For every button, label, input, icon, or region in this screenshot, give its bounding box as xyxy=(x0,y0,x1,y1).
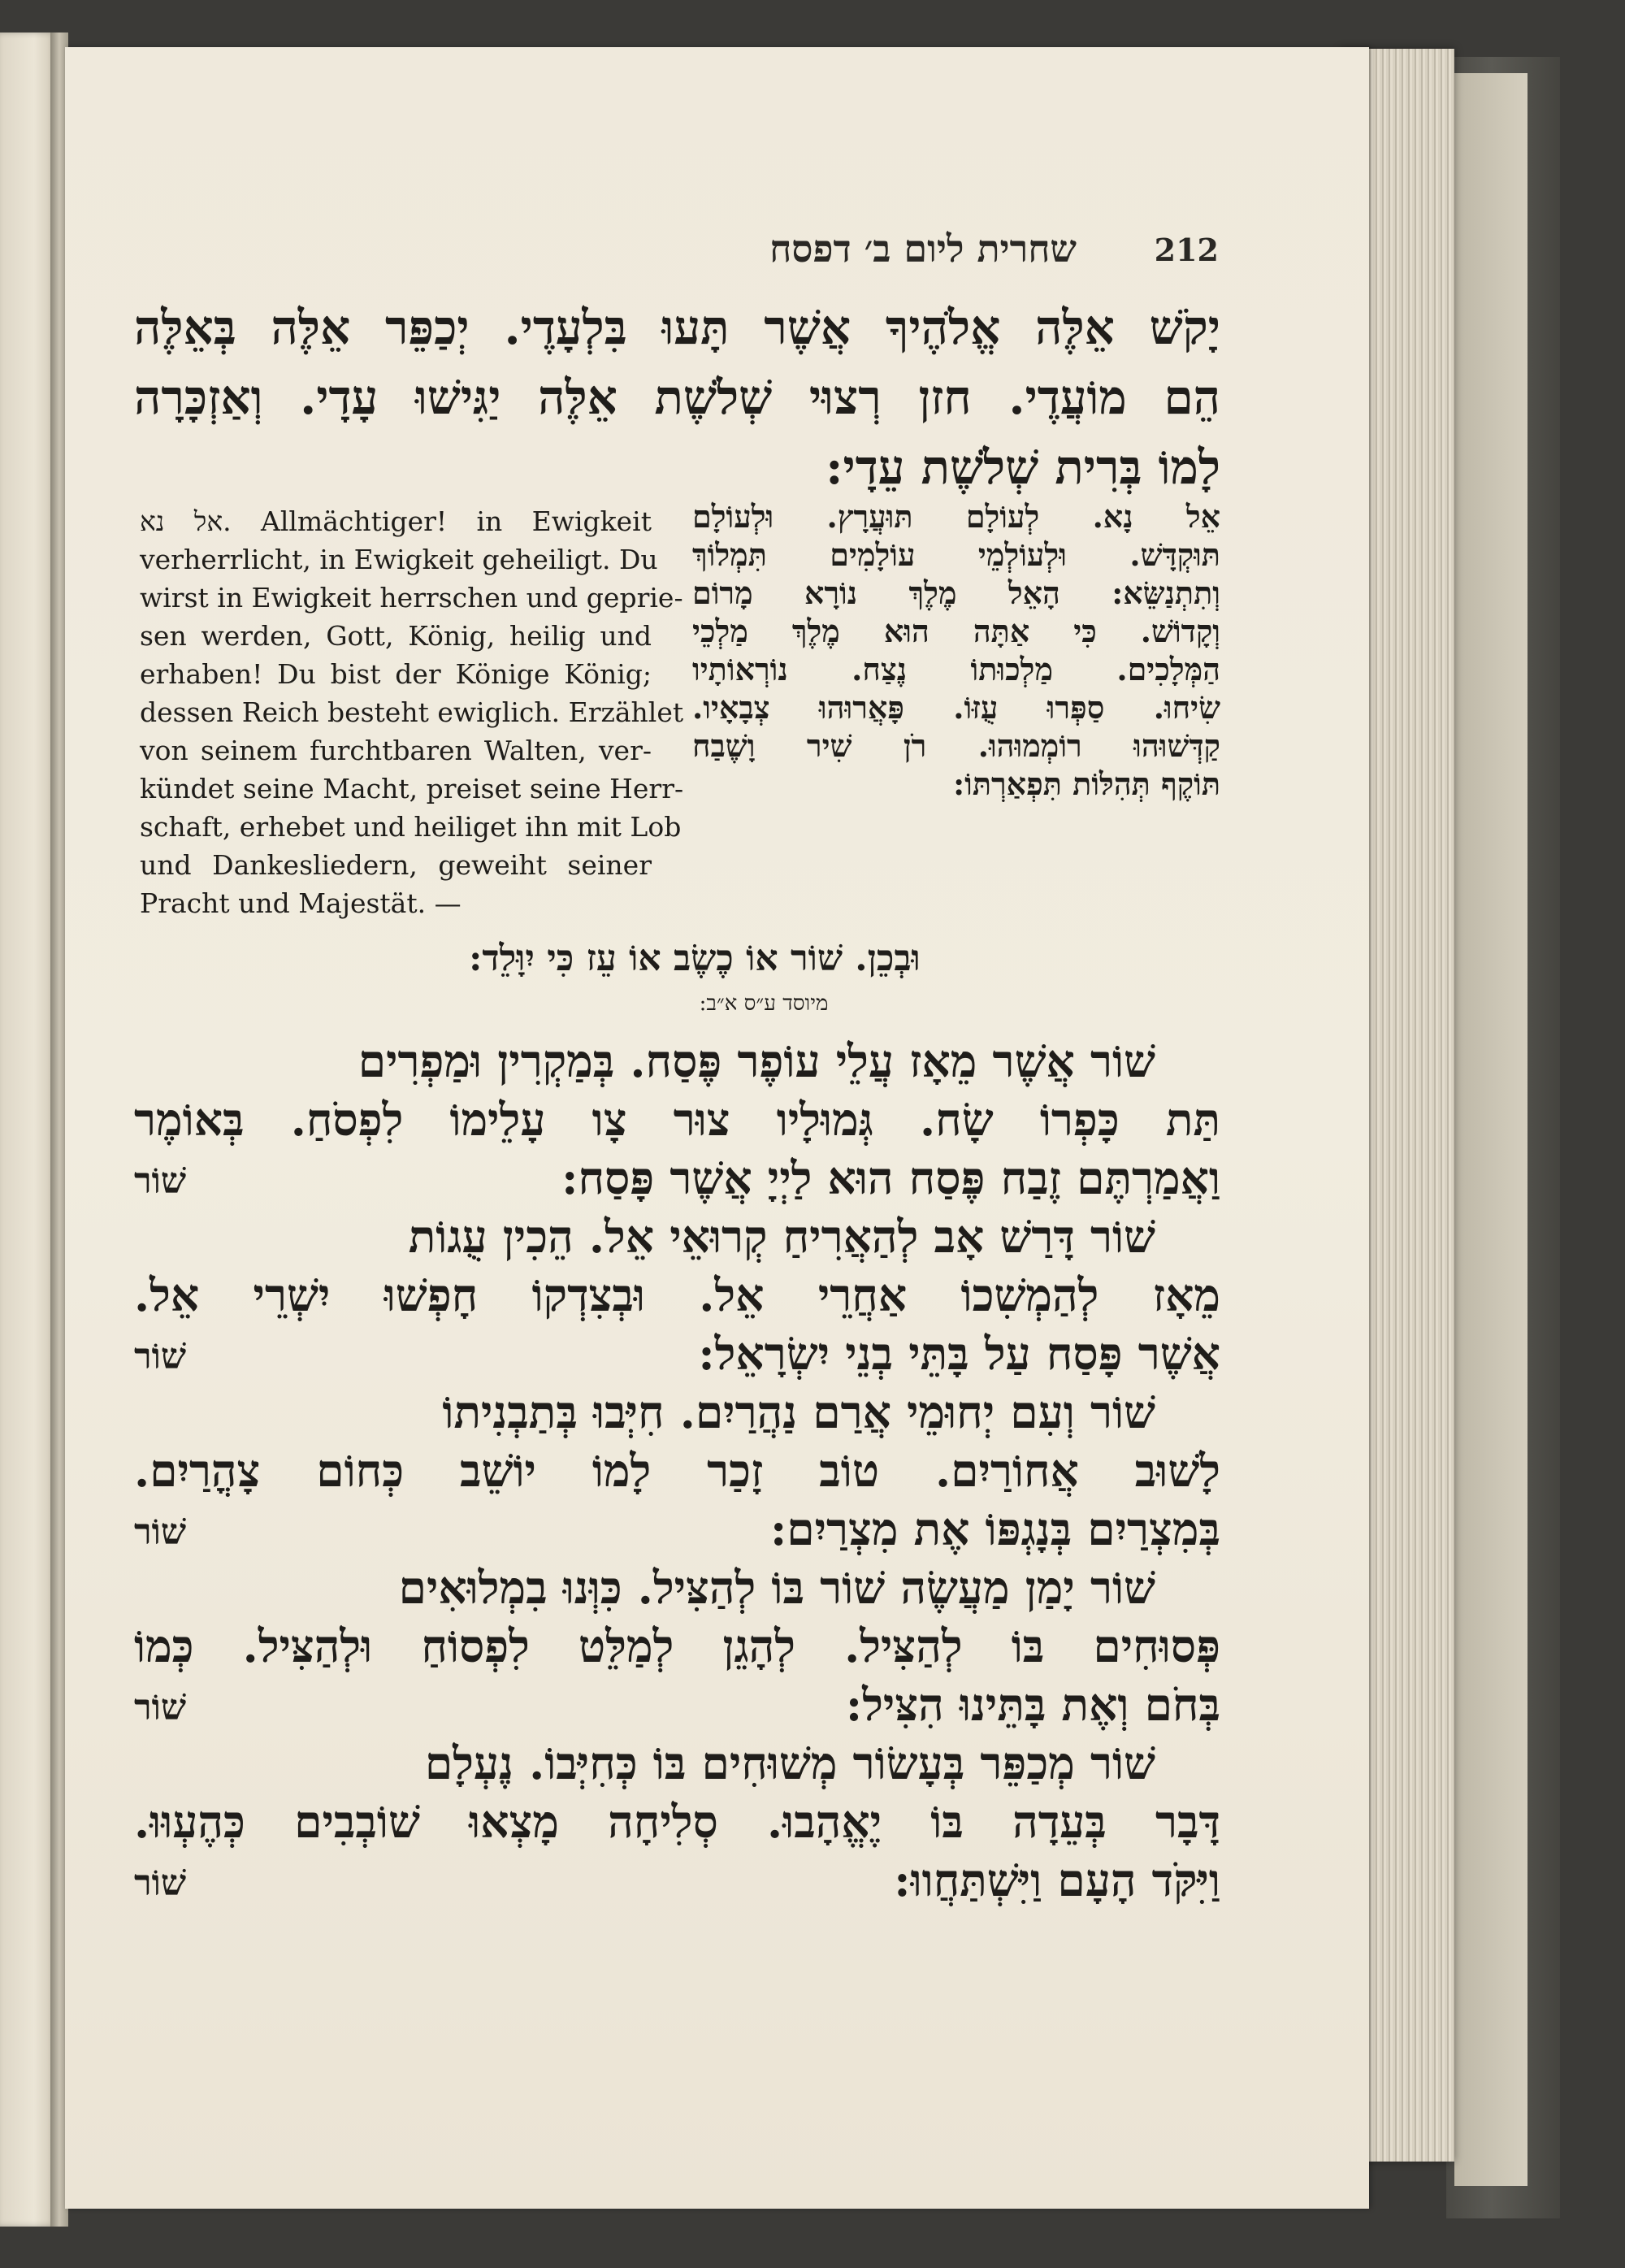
cover-edge xyxy=(1454,73,1528,2186)
facing-page-edge xyxy=(0,33,57,2227)
hebrew-column xyxy=(692,497,1220,803)
hebrew-line: וְתִתְנַשֵּׂא: הָאֵל מֶלֶךְ נוֹרָא מָרוֹם xyxy=(692,575,1220,611)
stanza-line xyxy=(134,1676,1220,1734)
stanza-line xyxy=(134,1266,1220,1325)
hebrew-line: שִׂיחוּ. סַפְּרוּ עֻזּוֹ. פָּאֲרוּהוּ צְבָאָיו. xyxy=(692,689,1220,726)
stanza-line xyxy=(134,1442,1220,1500)
stanza-line xyxy=(134,1793,1220,1851)
hebrew-line: קַדְּשׁוּהוּ רוֹמְמוּהוּ. רֹן שִׁיר וָשֶׁבַח xyxy=(692,727,1220,764)
stanza-text: אֲשֶׁר פָּסַח עַל בָּתֵּי בְנֵי יִשְׂרָאֵל: xyxy=(698,1327,1220,1380)
hebrew-line: אֵל נָא. לְעוֹלָם תּוּעֲרָץ. וּלְעוֹלָם xyxy=(692,498,1220,535)
stanza-text: שׁוֹר דָּרַשׁ אָב לְהַאֲרִיחַ קְרוּאֵי אֵל. הֵכִין עֻגוֹת xyxy=(408,1210,1155,1263)
refrain-word: שׁוֹר xyxy=(134,1336,187,1377)
refrain-word: שׁוֹר xyxy=(134,1160,187,1202)
stanza-text: בְּמִצְרַיִם בְּנָגְפּוֹ אֶת מִצְרַיִם: xyxy=(769,1503,1220,1555)
german-translation xyxy=(140,502,684,922)
translation-line: schaft, erhebet und heiliget ihn mit Lob xyxy=(140,811,682,843)
stanza-text: לָשׁוּב אֲחוֹרַיִם. טוֹב זָכַר לָמוֹ יוֹשֵׁב כְּחוֹם צָהֳרַיִם. xyxy=(134,1444,1220,1497)
stanza-text: שׁוֹר אֲשֶׁר מֵאָז עֲלֵי עוֹפֶר פֶּסַח. בְּמַקְרִין וּמַפְרִים xyxy=(358,1034,1155,1087)
translation-line: kündet seine Macht, preiset seine Herr- xyxy=(140,773,684,804)
refrain-word: שׁוֹר xyxy=(134,1511,187,1553)
translation-line: verherrlicht, in Ewigkeit geheiligt. Du xyxy=(140,544,658,575)
stanza-line xyxy=(134,1559,1220,1617)
stanza-text: דָּבָר בְּעֵדָה בּוֹ יֶאֱהָבוּ. סְלִיחָה מָצְאוּ שׁוֹבְבִים כְּהֶעְוּוּ. xyxy=(134,1795,1220,1848)
running-head: שחרית ליום ב׳ דפסח xyxy=(769,227,1077,271)
stanza-text: וַיִּקֹּד הָעָם וַיִּשְׁתַּחֲווּ: xyxy=(894,1854,1220,1906)
translation-line: אל נא. Allmächtiger! in Ewigkeit xyxy=(140,505,652,537)
stanza-line xyxy=(134,1325,1220,1383)
verse-line: יָקֹשׁ אֵלֶּה אֱלֹהֶיךָ אֲשֶׁר תָּעוּ בִּלְעָדֶי. יְכַפֵּר אֵלֶּה בְּאֵלֶּה xyxy=(134,300,1220,355)
stanza-line xyxy=(134,1091,1220,1149)
translation-line: und Dankesliedern, geweiht seiner xyxy=(140,849,652,881)
stanza-line xyxy=(134,1851,1220,1910)
stanza-text: פְּסוּחִים בּוֹ לְהַצִּיל. לְהָגֵן לְמַלֵּט לִפְסוֹחַ וּלְהַצִּיל. כְּמוֹ xyxy=(134,1620,1220,1672)
stanza-line xyxy=(134,1149,1220,1208)
hebrew-line: תּוֹקֶף תְּהִלּוֹת תִּפְאַרְתּוֹ: xyxy=(953,765,1220,802)
stanza-text: בְּחֹם וְאֶת בָּתֵּינוּ הִצִּיל: xyxy=(845,1678,1220,1731)
translation-line: von seinem furchtbaren Walten, ver- xyxy=(140,735,652,766)
uvchen-line: וּבְכֵן. שׁוֹר אוֹ כֶשֶׂב אוֹ עֵז כִּי יִוָּלֵד: xyxy=(469,938,921,979)
stanza-line xyxy=(134,1208,1220,1266)
stanza-text: שׁוֹר יָמַן מַעֲשֶׂה שׁוֹר בּוֹ לְהַצִּיל. כִּוְּנוּ בִמְלוּאִים xyxy=(398,1561,1155,1614)
hebrew-line: תּוּקְדָּשׁ. וּלְעוֹלְמֵי עוֹלָמִים תִּמְלוֹךְ xyxy=(692,536,1220,573)
translation-line: Pracht und Majestät. — xyxy=(140,887,462,919)
acrostic-note: מיוסד ע״ס א״ב: xyxy=(699,991,829,1016)
stanza-line xyxy=(134,1032,1220,1091)
piyyut-stanzas xyxy=(134,1032,1220,1910)
page-number: 212 xyxy=(1154,232,1219,268)
refrain-word: שׁוֹר xyxy=(134,1687,187,1728)
hebrew-line: וְקָדוֹשׁ. כִּי אַתָּה הוּא מֶלֶךְ מַלְכֵי xyxy=(692,613,1220,649)
page-header xyxy=(422,227,1219,272)
translation-line: wirst in Ewigkeit herrschen und geprie- xyxy=(140,582,683,614)
stanza-line xyxy=(134,1383,1220,1442)
stanza-line xyxy=(134,1734,1220,1793)
stanza-text: שׁוֹר מְכַפֵּר בְּעָשׂוֹר מְשׁוּחִים בּוֹ כְּחִיְּבוֹ. נֶעְלָם xyxy=(424,1737,1155,1789)
stanza-text: וַאֲמַרְתֶּם זֶבַח פֶּסַח הוּא לַיְיָ אֲשֶׁר פָּסַח: xyxy=(561,1151,1220,1204)
refrain-word: שׁוֹר xyxy=(134,1863,187,1904)
verse-line: הֵם מוֹעֲדֶי. חזן רְצוּי שְׁלֹשֶׁת אֵלֶּה יַגִּישׁוּ עָדָי. וְאַזְכָּרָה xyxy=(134,370,1220,425)
stanza-text: מֵאָז לְהַמְשִׁכוֹ אַחֲרֵי אֵל. וּבְצִדְקוֹ חָפְשׁוּ יִשְׁרֵי אֵל. xyxy=(134,1268,1220,1321)
translation-line: dessen Reich besteht ewiglich. Erzählet xyxy=(140,696,684,728)
stanza-line xyxy=(134,1500,1220,1559)
hebrew-line: הַמְּלָכִים. מַלְכוּתוֹ נֶצַח. נוֹרְאוֹתָיו xyxy=(692,651,1220,687)
stanza-text: שׁוֹר וְעִם יְחוּמֵי אֲרַם נַהֲרַיִם. חִיְּבוּ בְּתַבְנִיתוֹ xyxy=(442,1386,1155,1438)
translation-line: sen werden, Gott, König, heilig und xyxy=(140,620,652,652)
stanza-text: תַּת כָּפְרוֹ שָׂח. גְּמוּלָיו צוּר צָו עָלֵימוֹ לִפְסֹחַ. בְּאוֹמֶר xyxy=(134,1093,1220,1146)
opening-verses xyxy=(134,293,1220,502)
stanza-line xyxy=(134,1617,1220,1676)
verse-line: לָמוֹ בְּרִית שְׁלֹשֶׁת עֵדָי: xyxy=(826,440,1220,495)
translation-line: erhaben! Du bist der Könige König; xyxy=(140,658,652,690)
